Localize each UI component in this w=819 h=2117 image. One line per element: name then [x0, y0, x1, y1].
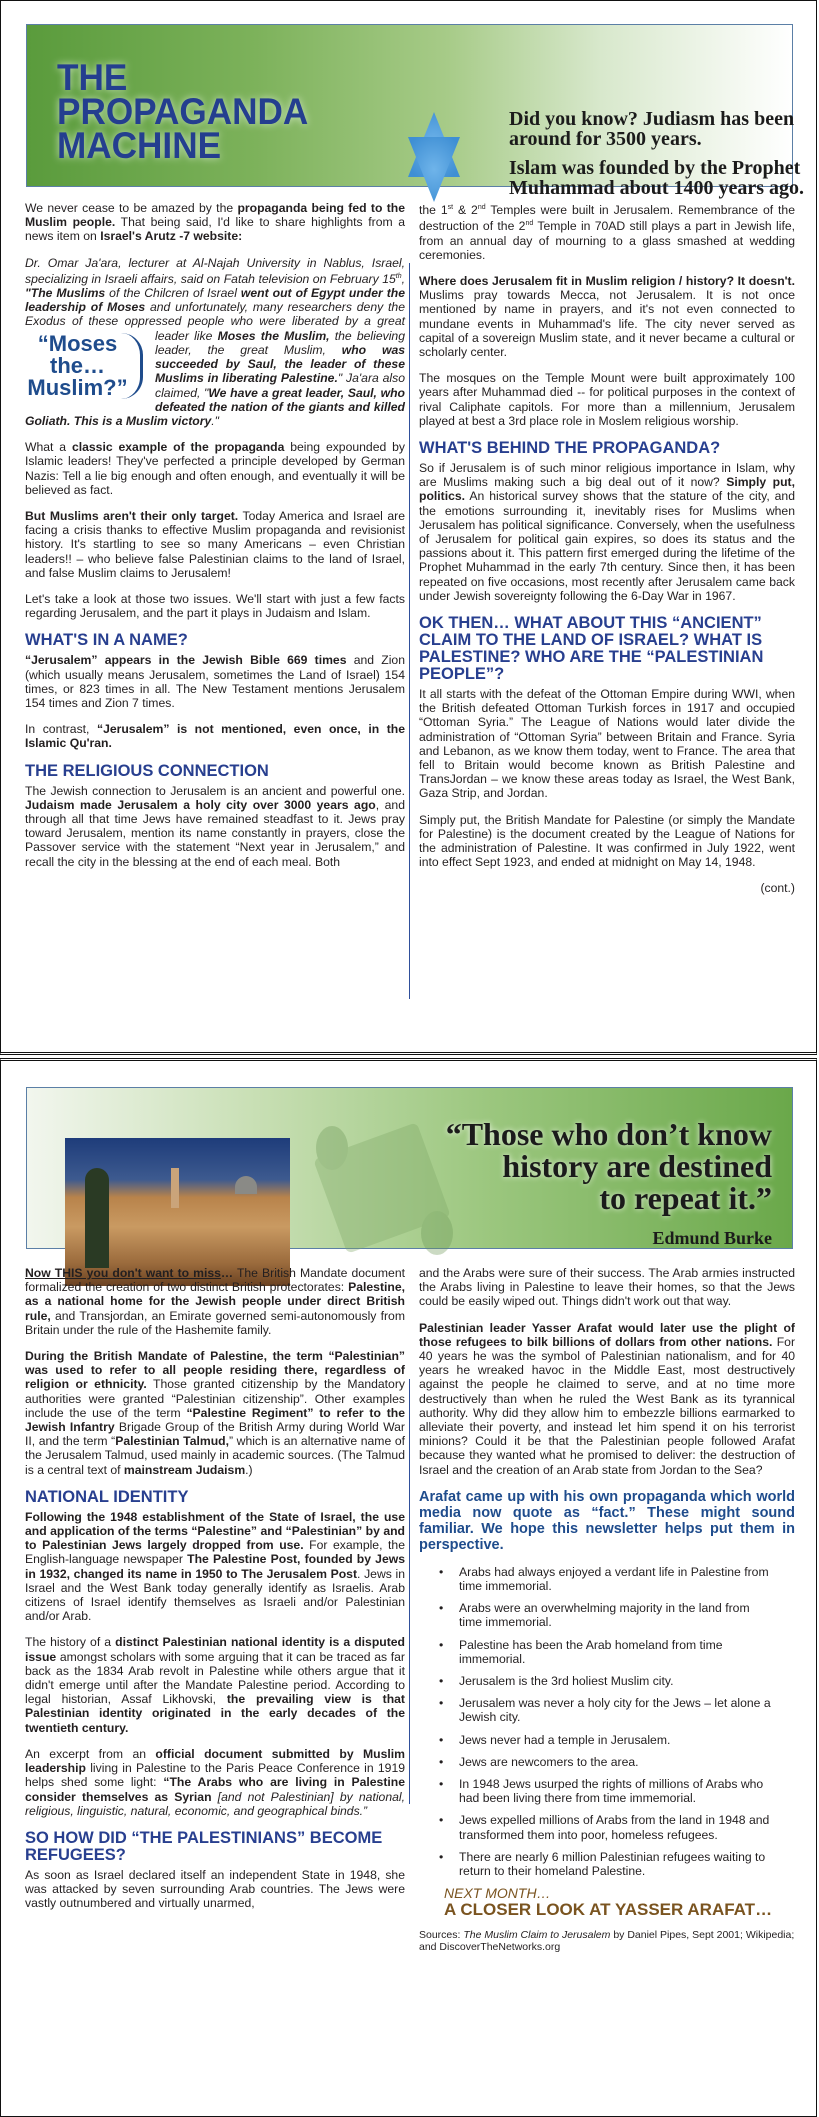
next-month-label: NEXT MONTH…	[444, 1885, 551, 1902]
text: An excerpt from an	[25, 1746, 156, 1761]
right-column	[419, 201, 795, 908]
politics-paragraph	[419, 461, 795, 603]
burke-quote	[446, 1118, 772, 1214]
following-1948-paragraph	[25, 1510, 405, 1624]
heading-whats-in-a-name: WHAT'S IN A NAME?	[25, 631, 188, 650]
text: For 40 years he was the symbol of Palestinian nationalism, and for 40 years he wreaked havoc in the Middle East, most destructively against the people he claimed to serve, and at no time more destructively than when he ruled the West Bank as its tyrannical authority. Why did they allow him to embezzle billions earmarked to alleviate their poverty, and instead let him spend it on his terrorist minions? Could it be that the Palestinian people followed Arafat because they wanted what he promised to deliver: the destruction of Israel and the creation of an Arab state from Jordan to the Sea?	[419, 1334, 796, 1477]
list-item: • Jews never had a temple in Jerusalem.	[459, 1733, 795, 1747]
text: st	[447, 204, 454, 211]
text: propaganda being fed to the Muslim people.	[25, 201, 405, 230]
text: and unfortunately, many researchers deny the Exodus of these oppressed people who were liberated by a great leader like	[25, 300, 405, 343]
mosques-paragraph: The mosques on the Temple Mount were built approximately 100 years after Muhammad died -- for political purposes in the context of rival Caliphate capitols. For more than a millennium, Jerusalem played at best a 3rd place role in Moslem religious worship.	[419, 371, 795, 428]
text: Moses the Muslim,	[217, 328, 330, 343]
text: living in Palestine to the Paris Peace Conference in 1919 helps shed some light:	[25, 1761, 405, 1790]
text: mainstream Judaism	[123, 1462, 246, 1477]
text: “The Arabs who are living in Palestine consider themselves as Syrian	[25, 1775, 405, 1804]
text: Today America and Israel are facing a crisis thanks to effective Muslim propaganda and revisionist history. It's startling to see so many Americans – even Christian leaders!! – who believe false Palestinian claims to the land of Israel, and false Muslim claims to Jerusalem!	[25, 508, 405, 580]
list-item: • There are nearly 6 million Palestinian refugees waiting to return to their homeland Palestine.	[459, 1850, 795, 1878]
quote-author: Edmund Burke	[652, 1228, 772, 1248]
text: The history of a	[25, 1635, 116, 1650]
ottoman-paragraph: It all starts with the defeat of the Ottoman Empire during WWI, when the British defeated Ottoman Turkish forces in 1917 and occupied “Ottoman Syria.” The League of Nations would later divide the administration of “Ottoman Syria” between Britain and France. Syria and Lebanon, as we know them today, went to France. The area that fell to Britain would become known as British Palestine and TransJordan – we know these areas today as Israel, the West Bank, Gaza Strip, and Jordan.	[419, 687, 795, 801]
text: [and not Palestinian] by national, religious, linguistic, natural, economic, and geographical binds.”	[25, 1789, 405, 1818]
text: Temple in 70AD still plays a part in Jewish life, from an annual day of mourning to a glass smashed at wedding ceremonies.	[419, 219, 795, 262]
jaara-quote-paragraph	[25, 256, 405, 429]
text: the 1	[419, 203, 448, 218]
text: Where does Jerusalem fit in Muslim religion / history? It doesn't.	[419, 273, 795, 288]
text: Following the 1948 establishment of the State of Israel, the use and application of the terms “Palestine” and “Palestinian” by and to Palestinian Jews largely dropped from use.	[25, 1509, 405, 1553]
refugees-paragraph: As soon as Israel declared itself an independent State in 1948, she was attacked by seven surrounding Arab countries. The Jews were vastly outnumbered and virtually unarmed,	[25, 1867, 405, 1911]
text: But Muslims aren't their only target.	[25, 508, 239, 523]
list-item: • Jerusalem is the 3rd holiest Muslim city.	[459, 1674, 795, 1688]
next-month-topic: A CLOSER LOOK AT YASSER ARAFAT…	[444, 1899, 773, 1919]
text: nd	[477, 204, 486, 211]
left-column	[25, 1266, 405, 1923]
list-item: • Jews are newcomers to the area.	[459, 1755, 795, 1769]
cypress-tree-shape	[85, 1168, 109, 1268]
list-item: • Arabs had always enjoyed a verdant life in Palestine from time immemorial.	[459, 1565, 795, 1593]
text: distinct Palestinian national identity is a disputed issue	[25, 1635, 405, 1664]
quote-line: to repeat it.”	[599, 1180, 772, 1216]
where-jerusalem-fit-paragraph	[419, 274, 795, 359]
text: , and through all that time Jews have remained steadfast to it. Jews pray toward Jerusalem, mention its name constantly in prayers, close the Passover service with the statement “Next year in Jerusalem,” and recall the city in the blessing at the end of each meal. Both	[25, 797, 405, 869]
quote-banner	[26, 1087, 793, 1249]
classic-example-paragraph	[25, 440, 405, 497]
heading-ancient-claim: OK THEN… WHAT ABOUT THIS “ANCIENT” CLAIM TO THE LAND OF ISRAEL? WHAT IS PALESTINE? WHO ARE THE “PALESTINIAN PEOPLE”?	[419, 614, 764, 683]
heading-national-identity: NATIONAL IDENTITY	[25, 1487, 189, 1506]
newsletter-page-2	[0, 1058, 817, 2117]
text: went out of Egypt under the leadership of Moses	[25, 286, 406, 315]
list-item: • Arabs were an overwhelming majority in the land from time immemorial.	[459, 1601, 795, 1629]
left-column	[25, 201, 405, 881]
pull-quote: “Moses the… Muslim?”	[25, 333, 143, 399]
text: The Palestine Post, founded by Jews in 1932, changed its name in 1950 to The Jerusalem Post	[25, 1552, 405, 1581]
quote-line: history are destined	[502, 1148, 772, 1184]
column-divider	[409, 1379, 410, 1804]
mandate-paragraph: Simply put, the British Mandate for Palestine (or simply the Mandate for Palestine) is the document created by the League of Nations for the administration of Palestine. It was confirmed in July 1922, went into effect Sept 1923, and ended at midnight on May 14, 1948.	[419, 812, 795, 870]
header-banner	[26, 24, 805, 199]
text: What a	[25, 440, 72, 455]
text: That being said, I'd like to share highlights from a news item on	[25, 215, 405, 244]
text: So if Jerusalem is of such minor religious importance in Islam, why are Muslims making such a big deal out of it now?	[419, 460, 795, 490]
text: Muslims pray towards Mecca, not Jerusalem. It is not once mentioned by name in prayers, and it's not even connected to mundane events in Muhammad's life. The city never served as capital of a sovereign Muslim state, and it never became a cultural or scholarly center.	[419, 288, 795, 359]
text: The Jewish connection to Jerusalem is an ancient and powerful one.	[25, 783, 405, 798]
text: Those granted citizenship by the Mandatory authorities were granted “Palestinian citizenship”. Other examples include the use of the term	[25, 1377, 405, 1420]
list-item: • Jews expelled millions of Arabs from the land in 1948 and transformed them into poor, homeless refugees.	[459, 1813, 795, 1841]
text: “Jerusalem” appears in the Jewish Bible 669 times	[25, 653, 347, 668]
text: ."	[211, 413, 219, 428]
excerpt-paragraph	[25, 1747, 405, 1818]
text: " Ja'ara also claimed, "	[155, 371, 405, 400]
heading-religious-connection: THE RELIGIOUS CONNECTION	[25, 761, 269, 780]
title-line: THE	[57, 57, 128, 98]
identity-history-paragraph	[25, 1635, 405, 1734]
text: Simply put, politics.	[419, 475, 795, 504]
text: Palestine, as a national home for the Jewish people under direct British rule,	[25, 1280, 405, 1323]
newsletter-title	[57, 57, 309, 166]
sources-citation	[419, 1929, 795, 1953]
now-this-paragraph	[25, 1266, 405, 1337]
arabs-sure-paragraph: and the Arabs were sure of their success. The Arab armies instructed the Arabs living in Palestine to leave their homes, so that the Jews could be easily wiped out. Things didn't work out that way.	[419, 1266, 795, 1309]
text: . Jews in Israel and the West Bank today generally identify as Israelis. Arab citizens of Israel identify themselves as Israeli and/or Palestinian and/or Arab.	[25, 1566, 405, 1624]
islam-fact-text: Islam was founded by the Prophet Muhammad about 1400 years ago.	[509, 157, 805, 199]
text: being expounded by Islamic leaders! They've perfected a principle developed by German Nazis: Tell a lie big enough and often enough, and eventually it will be believed as fact.	[25, 440, 405, 497]
propaganda-claims-list	[419, 1565, 795, 1878]
list-item: • In 1948 Jews usurped the rights of millions of Arabs who had been living there from time immemorial.	[459, 1777, 795, 1805]
temples-paragraph	[419, 201, 795, 262]
text: nd	[525, 220, 534, 228]
quote-line: “Those who don’t know	[445, 1116, 772, 1152]
text: Sources:	[419, 1928, 464, 1941]
jerusalem-bible-paragraph	[25, 653, 405, 710]
text: Israel's Arutz -7 website:	[100, 229, 243, 244]
title-line: PROPAGANDA	[57, 91, 309, 132]
star-of-david-icon	[405, 107, 463, 207]
text: “Jerusalem” is not mentioned, even once, in the Islamic Qu'ran.	[25, 722, 405, 751]
text: For example, the English-language newspaper	[25, 1538, 405, 1567]
text: Judaism made Jerusalem a holy city over 3000 years ago	[25, 797, 376, 812]
intro-paragraph	[25, 201, 405, 244]
list-item: • Jerusalem was never a holy city for the Jews – let alone a Jewish city.	[459, 1696, 795, 1724]
text: Now THIS you don't want to miss	[25, 1266, 221, 1280]
text: .)	[245, 1462, 253, 1477]
text: Temples were built in Jerusalem. Remembrance of the destruction of the 2	[419, 203, 795, 234]
did-you-know-box	[509, 109, 809, 207]
text: th	[395, 272, 402, 280]
text: and Zion (which usually means Jerusalem, sometimes the Land of Israel) 154 times, or 823 times in all. The New Testament mentions Jerusalem 154 times and Zion 7 times.	[25, 653, 405, 710]
text: “Palestine Regiment” to refer to the Jewish Infantry	[25, 1405, 405, 1435]
text: We have a great leader, Saul, who defeated the nation of the giants and killed Goliath. This is a Muslim victory	[25, 385, 405, 428]
during-mandate-paragraph	[25, 1349, 405, 1477]
religious-connection-paragraph	[25, 784, 405, 869]
list-item: • Palestine has been the Arab homeland from time immemorial.	[459, 1638, 795, 1666]
text: …	[220, 1266, 234, 1280]
text: ,	[401, 271, 405, 286]
text: The Muslim Claim to Jerusalem	[463, 1928, 611, 1941]
heading-whats-behind: WHAT'S BEHIND THE PROPAGANDA?	[419, 438, 721, 457]
text: An historical survey shows that the stature of the city, and the emotions surrounding it, inevitably rises for Muslims when Jerusalem has political significance. Conversely, when the usefulness of Jerusalem for political gain expires, so does its status and the passions about it. This pattern first emerged during the lifetime of the Prophet Muhammad in the early 7th century. Since then, it has been repeated on five occasions, most recently after Jerusalem came back under Jewish sovereignty following the 6-Day War in 1967.	[419, 489, 795, 603]
text: Palestinian leader Yasser Arafat would later use the plight of those refugees to bilk billions of dollars from other nations.	[419, 1320, 795, 1349]
text: who was succeeded by Saul, the leader of these Muslims in liberating Palestine.	[155, 342, 405, 386]
did-you-know-text: Did you know? Judiasm has been around for 3500 years.	[509, 108, 795, 150]
text: Dr. Omar Ja'ara, lecturer at Al-Najah University in Nablus, Israel, specializing in Israeli affairs, said on Fatah television on February 15	[25, 255, 405, 286]
text: & 2	[453, 203, 478, 218]
arafat-propaganda-callout: Arafat came up with his own propaganda which world media now quote as “fact.” These might sound familiar. We hope this newsletter helps put them in perspective.	[419, 1488, 795, 1553]
text: by Daniel Pipes, Sept 2001; Wikipedia; and DiscoverTheNetworks.org	[419, 1928, 795, 1953]
continued-label: (cont.)	[760, 881, 795, 896]
text: Palestinian Talmud,	[115, 1434, 229, 1449]
text: the prevailing view is that Palestinian identity originated in the early decades of the twentieth century.	[25, 1692, 405, 1735]
text: the believing leader, the great Muslim,	[155, 328, 405, 357]
jerusalem-temple-mount-photo	[65, 1138, 290, 1286]
text: In contrast,	[25, 722, 97, 737]
text: official document submitted by Muslim leadership	[25, 1746, 405, 1776]
text: ” which is an alternative name of the Jerusalem Talmud, used mainly in academic sources. (The Talmud is a central text of	[25, 1434, 405, 1477]
text: and Transjordan, an Emirate governed semi-autonomously from Britain under the rule of the Hashemite family.	[25, 1308, 405, 1337]
text: The British Mandate document formalized the creation of two distinct British protectorates:	[25, 1266, 405, 1295]
text: We never cease to be amazed by the	[25, 201, 238, 215]
right-column	[419, 1266, 795, 1965]
title-line: MACHINE	[57, 125, 222, 166]
text: During the British Mandate of Palestine, the term “Palestinian” was used to refer to all people residing there, regardless of religion or ethnicity.	[25, 1349, 405, 1392]
text: of the Chilcren of Israel	[105, 286, 241, 301]
column-divider	[409, 263, 410, 999]
newsletter-page-1	[0, 0, 817, 1055]
text: classic example of the propaganda	[71, 440, 285, 455]
only-target-paragraph	[25, 509, 405, 580]
text: "The Muslims	[25, 286, 106, 301]
arafat-paragraph	[419, 1321, 795, 1477]
text: Brigade Group of the British Army during World War II, and the term “	[25, 1420, 405, 1449]
minaret-shape	[171, 1168, 179, 1208]
two-issues-paragraph: Let's take a look at those two issues. We'll start with just a few facts regarding Jerusalem, and the part it plays in Judaism and Islam.	[25, 591, 405, 621]
text: amongst scholars with some arguing that it can be traced as far back as the 1834 Arab revolt in Palestine while others argue that it didn't emerge until after the Mandate Palestine period. According to legal historian, Assaf Likhovski,	[25, 1649, 405, 1707]
heading-refugees: SO HOW DID “THE PALESTINIANS” BECOME REFUGEES?	[25, 1828, 383, 1864]
quran-paragraph	[25, 722, 405, 750]
dome-shape	[235, 1176, 257, 1194]
